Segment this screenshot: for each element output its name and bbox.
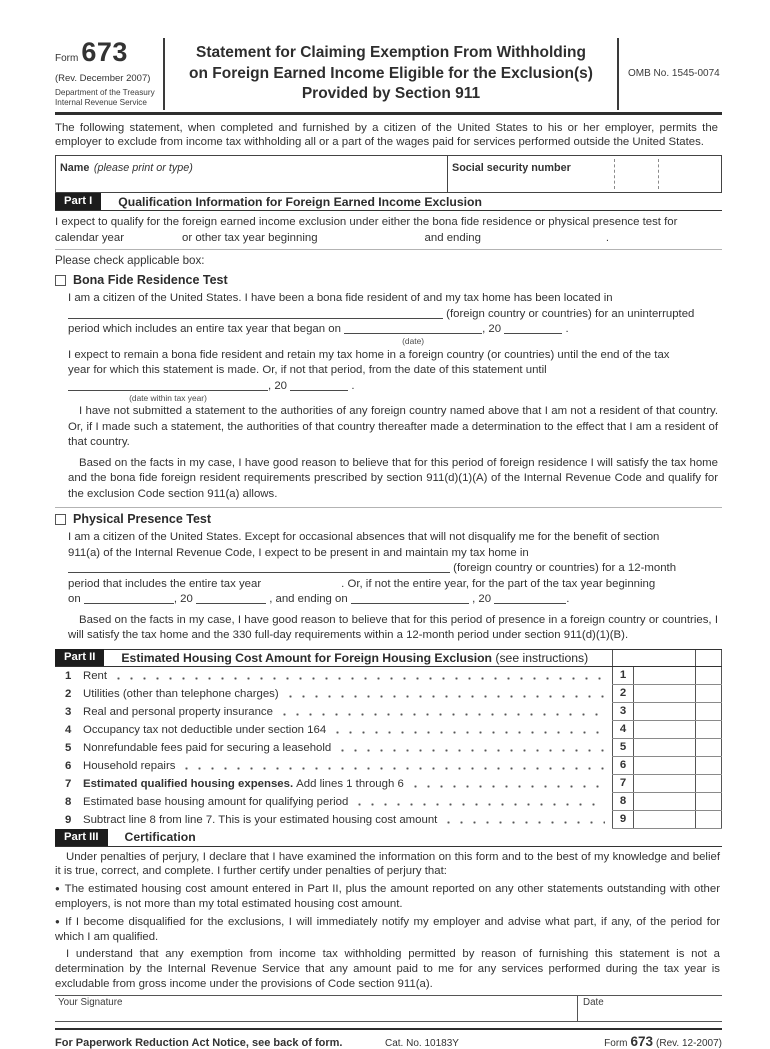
line-number: 7 — [65, 777, 72, 790]
agency-line-1: Department of the Treasury — [55, 88, 155, 97]
bona-fide-block — [68, 291, 718, 502]
line-label: Estimated qualified housing expenses. Add lines 1 through 6 — [83, 777, 404, 790]
pp-end-year-field[interactable] — [494, 592, 566, 604]
part2-header-bar — [55, 649, 722, 667]
table-row — [55, 667, 722, 685]
line-label: Nonrefundable fees paid for securing a leasehold — [83, 741, 332, 754]
dot-leaders — [442, 811, 605, 829]
bullet-icon: ● — [55, 884, 61, 894]
cert-paragraph-2: I understand that any exemption from income tax withholding permitted by reason of furnishing this statement is not a determination by the Internal Revenue Service that any amount paid to me for any services performed during the tax year is excludable from gross income under the provisions of Code section 911(a). — [55, 948, 720, 991]
part2-title: Estimated Housing Cost Amount for Foreign Housing Exclusion (see instructions) — [121, 650, 589, 665]
dot-leaders — [112, 667, 605, 685]
part3-title: Certification — [124, 830, 196, 845]
bf-p1-period: . — [565, 323, 569, 336]
column-tick — [612, 650, 613, 666]
part2-table — [55, 667, 722, 829]
qualify-period: . — [605, 231, 610, 244]
name-label: Name — [60, 162, 90, 175]
paperwork-notice: For Paperwork Reduction Act Notice, see back of form. — [55, 1036, 343, 1049]
pp-p1-line3-text: (foreign country or countries) for a 12-month — [453, 562, 677, 575]
bf-p2-line2: year for which this statement is made. Or, if not that period, from the date of this statement until — [68, 364, 547, 377]
physical-presence-heading: Physical Presence Test — [73, 512, 212, 527]
physical-presence-block — [68, 530, 718, 644]
bf-paragraph-1 — [68, 291, 718, 347]
divider — [55, 507, 722, 508]
bf-until-year-field[interactable] — [290, 379, 348, 391]
agency-block — [55, 88, 158, 108]
part1-title: Qualification Information for Foreign Earned Income Exclusion — [118, 194, 482, 209]
check-box-prompt: Please check applicable box: — [55, 254, 205, 268]
line-number-box: 9 — [612, 811, 634, 828]
bona-fide-residence-checkbox[interactable] — [55, 275, 66, 286]
line-label: Occupancy tax not deductible under section 164 — [83, 723, 327, 736]
form-title-line-1: Statement for Claiming Exemption From Withholding — [196, 44, 586, 62]
pp-country-field[interactable] — [68, 561, 450, 573]
cert-bullet-2: ● If I become disqualified for the exclusions, I will immediately notify my employer and advise what part, if any, of the period for which I am qualified. — [55, 915, 720, 943]
form-title-line-3: Provided by Section 911 — [301, 85, 481, 103]
ssn-divider-2 — [658, 159, 659, 189]
bona-fide-heading: Bona Fide Residence Test — [73, 273, 228, 288]
dot-leaders — [180, 757, 605, 775]
physical-presence-heading-row — [55, 512, 722, 526]
table-row — [55, 793, 722, 811]
table-row — [55, 739, 722, 757]
signature-input-area[interactable] — [55, 996, 577, 1021]
part3-header-bar — [55, 829, 722, 847]
bf-p2-comma20: , 20 — [268, 379, 287, 392]
intro-paragraph: The following statement, when completed and furnished by a citizen of the United States to his or her employer, permits the employer to exclude from income tax withholding all or a part of the wages paid for services performed outside the United States. — [55, 121, 718, 148]
pp-begin-year-field[interactable] — [196, 592, 266, 604]
cert-paragraph-1: Under penalties of perjury, I declare that I have examined the information on this form and to the best of my knowledge and belief it is true, correct, and complete. I further certify under penalties of perjury that: — [55, 850, 720, 878]
bf-p1-line1: I am a citizen of the United States. I have been a bona fide resident of and my tax home has been located in — [68, 292, 613, 305]
agency-line-2: Internal Revenue Service — [55, 97, 147, 107]
bf-p2-line1: I expect to remain a bona fide resident and retain my tax home in a foreign country (or countries) until the end of the tax — [68, 348, 670, 361]
line-number: 5 — [65, 741, 72, 754]
pp-and-ending-label: , and ending on — [269, 593, 348, 606]
divider — [55, 249, 722, 250]
cents-cell-line-2[interactable] — [695, 685, 722, 702]
form-title-line-2: on Foreign Earned Income Eligible for the Exclusion(s) — [189, 64, 593, 82]
column-tick — [695, 650, 696, 666]
line-number-box: 4 — [612, 721, 634, 738]
table-row — [55, 721, 722, 739]
bona-fide-heading-row — [55, 273, 722, 287]
line-label: Estimated base housing amount for qualifying period — [83, 795, 349, 808]
table-row — [55, 703, 722, 721]
pp-begin-date-field[interactable] — [84, 592, 174, 604]
cents-cell-line-5[interactable] — [695, 739, 722, 756]
physical-presence-checkbox[interactable] — [55, 514, 66, 525]
omb-number: OMB No. 1545-0074 — [628, 68, 720, 80]
line-number: 9 — [65, 813, 72, 826]
bf-p1-line3-text: period which includes an entire tax year that began on — [68, 323, 341, 336]
cert-bullet-1: ● The estimated housing cost amount entered in Part II, plus the amount reported on any other statements outstanding with other employers, is not more than my total estimated housing cost amount. — [55, 883, 720, 911]
pp-paragraph-2: Based on the facts in my case, I have good reason to believe that for this period of presence in a foreign country or countries, I will satisfy the tax home and the 330 full-day requirements within a 12-month period under section 911(d)(1)(B). — [68, 613, 718, 642]
cents-cell-line-4[interactable] — [695, 721, 722, 738]
form-number-block — [55, 38, 165, 110]
pp-p1-line1: I am a citizen of the United States. Except for occasional absences that will not disqualify me for the benefit of section — [68, 531, 660, 544]
table-row — [55, 775, 722, 793]
line-number-box: 6 — [612, 757, 634, 774]
form-header — [55, 38, 722, 115]
pp-p1-period: . — [566, 593, 570, 606]
part1-badge: Part I — [55, 193, 101, 210]
line-number: 2 — [65, 687, 72, 700]
bf-paragraph-4: Based on the facts in my case, I have good reason to believe that for this period of foreign residence I will satisfy the tax home and the bona fide foreign resident requirements prescribed by section 911(d)(1)(A) of the Internal Revenue Code and qualify for the exclusion Code section 911(a) allows. — [68, 456, 718, 500]
column-tick — [721, 650, 722, 666]
cents-cell-line-7[interactable] — [695, 775, 722, 792]
date-label: Date — [583, 996, 604, 1008]
footer — [55, 1030, 722, 1049]
name-hint: (please print or type) — [93, 162, 193, 175]
bf-paragraph-3: I have not submitted a statement to the authorities of any foreign country named above that I am not a resident of that country. Or, if I made such a statement, the authorities of that country thereafter made a determination to the effect that I am a resident of that country. — [68, 405, 718, 449]
pp-comma20-b: , 20 — [472, 593, 492, 606]
part1-header-bar — [55, 193, 722, 211]
qualify-and-ending-label: and ending — [424, 231, 481, 244]
line-label: Household repairs — [83, 759, 176, 772]
dot-leaders — [278, 703, 605, 721]
table-row — [55, 811, 722, 829]
amount-cell-line-4[interactable] — [634, 721, 695, 738]
amount-cell-line-5[interactable] — [634, 739, 695, 756]
amount-cell-line-8[interactable] — [634, 793, 695, 810]
line-number-box: 8 — [612, 793, 634, 810]
identity-box — [55, 155, 722, 193]
signature-row — [55, 995, 722, 1022]
qualify-calendar-label: calendar year — [55, 231, 125, 244]
certification-block — [55, 850, 720, 992]
line-number: 6 — [65, 759, 72, 772]
line-number-box: 5 — [612, 739, 634, 756]
qualify-paragraph — [55, 215, 722, 246]
footer-form-id: Form 673 (Rev. 12-2007) — [604, 1033, 722, 1049]
name-input-area[interactable] — [56, 156, 447, 192]
amount-cell-line-1[interactable] — [634, 667, 695, 684]
line-label: Rent — [83, 669, 108, 682]
line-number: 1 — [65, 669, 72, 682]
line-number-box: 3 — [612, 703, 634, 720]
cents-cell-line-1[interactable] — [695, 667, 722, 684]
amount-cell-line-6[interactable] — [634, 757, 695, 774]
line-number-box: 1 — [612, 667, 634, 684]
dot-leaders — [331, 721, 605, 739]
amount-cell-line-7[interactable] — [634, 775, 695, 792]
bf-p1-line2-text: (foreign country or countries) for an uninterrupted — [446, 307, 695, 320]
dot-leaders — [353, 793, 605, 811]
bf-p1-comma20: , 20 — [482, 323, 502, 336]
form-title — [165, 38, 619, 110]
date-within-hint: (date within tax year) — [129, 392, 207, 403]
form-number: 673 — [81, 37, 128, 67]
part2-title-note: (see instructions) — [495, 650, 589, 665]
part3-badge: Part III — [55, 829, 108, 846]
cents-cell-line-9[interactable] — [695, 811, 722, 828]
date-input-area[interactable] — [577, 996, 722, 1021]
line-number: 8 — [65, 795, 72, 808]
line-number: 3 — [65, 705, 72, 718]
line-number: 4 — [65, 723, 72, 736]
amount-cell-line-9[interactable] — [634, 811, 695, 828]
form-word: Form — [55, 53, 79, 64]
pp-p1-line2: 911(a) of the Internal Revenue Code, I expect to be present in and maintain my tax home in — [68, 546, 529, 559]
form-revision: (Rev. December 2007) — [55, 73, 151, 84]
bullet-icon: ● — [55, 916, 62, 926]
dot-leaders — [409, 775, 605, 793]
ssn-label: Social security number — [452, 162, 571, 175]
table-row — [55, 757, 722, 775]
pp-end-date-field[interactable] — [351, 592, 469, 604]
amount-cell-line-2[interactable] — [634, 685, 695, 702]
cents-cell-line-8[interactable] — [695, 793, 722, 810]
bf-begin-year-field[interactable] — [504, 322, 562, 334]
line-number-box: 2 — [612, 685, 634, 702]
dot-leaders — [336, 739, 605, 757]
dot-leaders — [284, 685, 605, 703]
date-hint: (date) — [402, 336, 425, 347]
qualify-or-other-label: or other tax year beginning — [182, 231, 318, 244]
pp-paragraph-1 — [68, 530, 718, 608]
bf-tax-year-begin-date-field[interactable] — [344, 322, 482, 347]
amount-cell-line-3[interactable] — [634, 703, 695, 720]
line-label: Real and personal property insurance — [83, 705, 273, 718]
line-number-box: 7 — [612, 775, 634, 792]
part2-badge: Part II — [55, 649, 104, 666]
pp-p1-line4-post: . Or, if not the entire year, for the part of the tax year beginning — [341, 577, 656, 590]
qualify-line-1: I expect to qualify for the foreign earned income exclusion under either the bona fide residence or physical presence test for — [55, 216, 678, 229]
bf-p2-period: . — [351, 379, 355, 392]
bf-paragraph-2 — [68, 348, 718, 403]
cents-cell-line-6[interactable] — [695, 757, 722, 774]
ssn-divider-1 — [614, 159, 615, 189]
pp-on-label: on — [68, 593, 81, 606]
ssn-input-area[interactable] — [447, 156, 721, 192]
line-label: Subtract line 8 from line 7. This is your estimated housing cost amount — [83, 813, 438, 826]
catalog-number: Cat. No. 10183Y — [385, 1037, 459, 1049]
line-label: Utilities (other than telephone charges) — [83, 687, 279, 700]
table-row — [55, 685, 722, 703]
cents-cell-line-3[interactable] — [695, 703, 722, 720]
bf-country-field[interactable] — [68, 307, 443, 319]
bf-until-date-field[interactable] — [68, 379, 268, 403]
pp-p1-line4-pre: period that includes the entire tax year — [68, 577, 262, 590]
signature-label: Your Signature — [58, 996, 123, 1008]
pp-comma20-a: , 20 — [173, 593, 193, 606]
